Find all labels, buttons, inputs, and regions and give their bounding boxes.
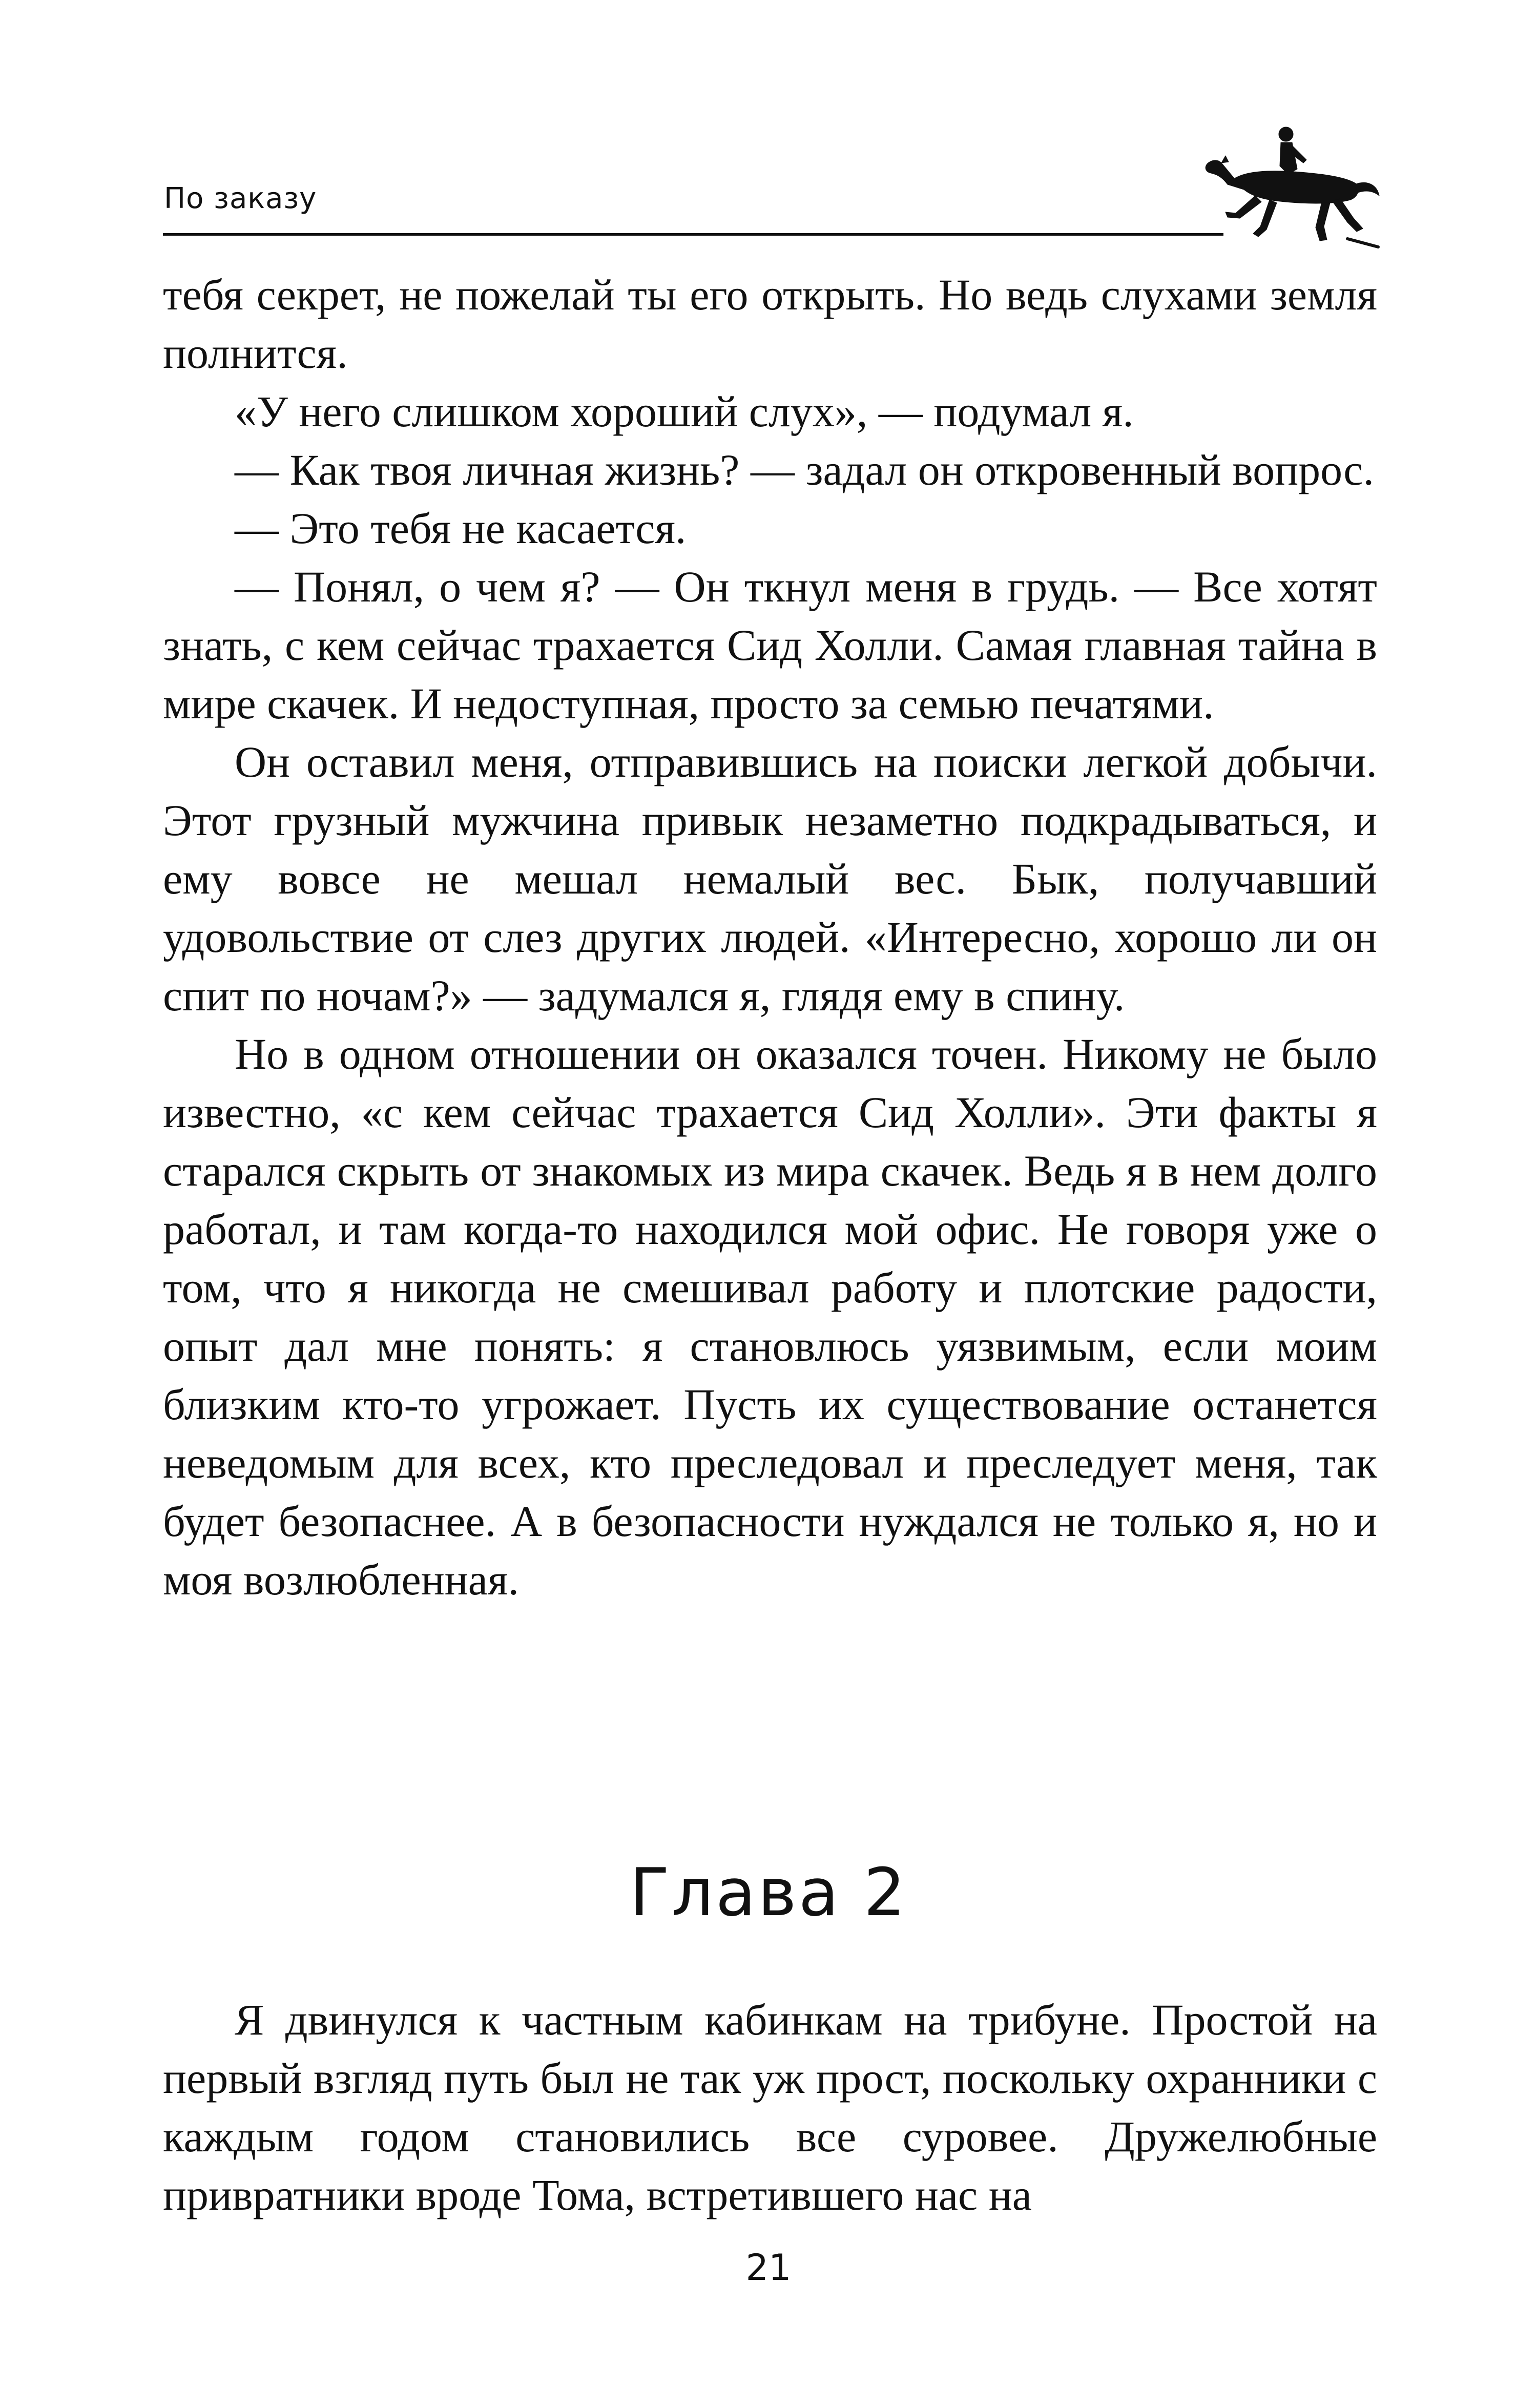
paragraph: — Как твоя личная жизнь? — задал он откровенный вопрос. <box>235 445 1374 494</box>
paragraph: «У него слишком хороший слух», — подумал я. <box>235 387 1134 436</box>
paragraph: Но в одном отношении он оказался точен. Никому не было известно, «с кем сейчас трахается Сид Холли». Эти факты я старался скрыть от знакомых из мира скачек. Ведь я в нем долго работал, и там когда-то находился мой офис. Не говоря уже о том, что я никогда не смешивал работу и плотские радости, опыт дал мне понять: я становлюсь уязвимым, если моим близким кто-то угрожает. Пусть их существование останется неведомым для всех, кто преследовал и преследует меня, так будет безопаснее. А в безопасности нуждался не только я, но и моя возлюбленная. <box>163 1029 1377 1604</box>
paragraph: — Понял, о чем я? — Он ткнул меня в грудь. — Все хотят знать, с кем сейчас трахается Сид Холли. Самая главная тайна в мире скачек. И недоступная, просто за семью печатями. <box>163 562 1377 728</box>
page-text-upper <box>163 265 1377 1609</box>
horse-and-rider-icon <box>1178 113 1383 251</box>
paragraph-continued: тебя секрет, не пожелай ты его открыть. Но ведь слухами земля полнится. <box>163 270 1377 378</box>
paragraph: — Это тебя не касается. <box>235 504 687 553</box>
paragraph: Я двинулся к частным кабинкам на трибуне. Простой на первый взгляд путь был не так уж прост, поскольку охранники с каждым годом становились все суровее. Дружелюбные привратники вроде Тома, встретившего нас на <box>163 1995 1377 2219</box>
chapter-heading: Глава 2 <box>629 1855 908 1931</box>
header-rule <box>163 233 1223 236</box>
page-text-lower <box>163 1990 1377 2224</box>
running-title: По заказу <box>164 182 317 215</box>
page-number: 21 <box>745 2247 792 2289</box>
paragraph: Он оставил меня, отправившись на поиски легкой добычи. Этот грузный мужчина привык незаметно подкрадываться, и ему вовсе не мешал немалый вес. Бык, получавший удовольствие от слез других людей. «Интересно, хорошо ли он спит по ночам?» — задумался я, глядя ему в спину. <box>163 737 1377 1020</box>
